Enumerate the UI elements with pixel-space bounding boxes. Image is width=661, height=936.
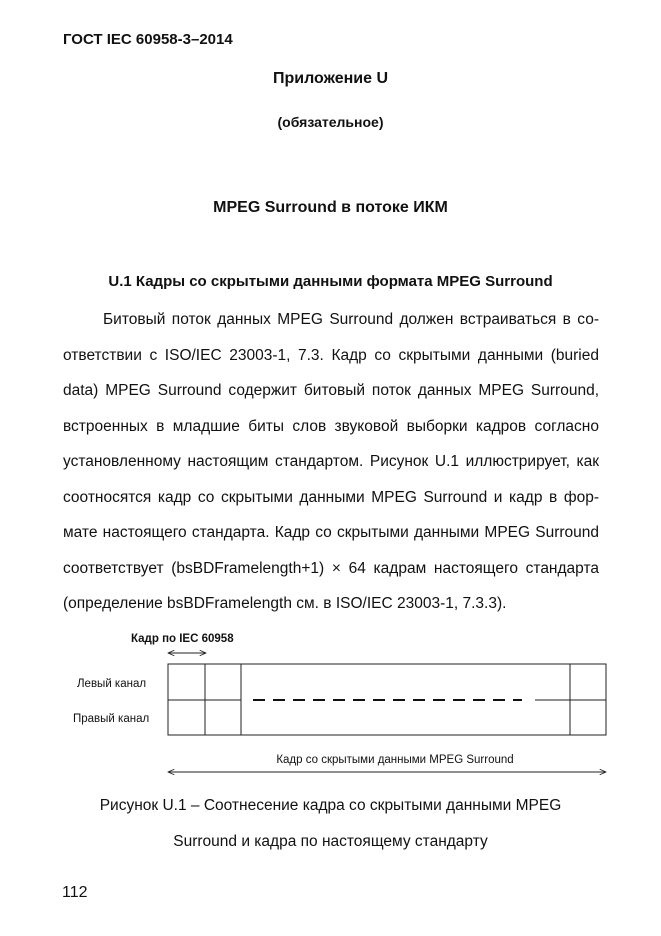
paragraph-line: мате настоящего стандарта. Кадр со скрытыми данными MPEG Surround: [63, 524, 599, 541]
buried-frame-label: Кадр со скрытыми данными MPEG Surround: [276, 754, 514, 766]
paragraph-line: data) MPEG Surround содержит битовый поток данных MPEG Surround,: [63, 382, 599, 399]
frame-diagram-svg: [0, 620, 661, 790]
frame-diagram: [0, 620, 661, 790]
left-channel-label: Левый канал: [77, 678, 147, 690]
right-channel-label: Правый канал: [73, 713, 150, 725]
section-heading: U.1 Кадры со скрытыми данными формата MPEG Surround: [108, 273, 553, 290]
appendix-title: Приложение U: [272, 70, 389, 87]
paragraph-line: соотносятся кадр со скрытыми данными MPEG Surround и кадр в фор-: [63, 488, 599, 506]
paragraph-line: установленному настоящим стандартом. Рисунок U.1 иллюстрирует, как: [63, 453, 599, 470]
figure-caption-line: Рисунок U.1 – Соотнесение кадра со скрытыми данными MPEG: [99, 797, 562, 814]
paragraph-line: Битовый поток данных MPEG Surround должен встраиваться в со-: [103, 311, 599, 328]
frame-label: Кадр по IEC 60958: [131, 633, 234, 645]
paragraph-line: соответствует (bsBDFramelength+1) × 64 кадрам настоящего стандарта: [63, 559, 599, 577]
standard-header: ГОСТ IEC 60958-3–2014: [63, 31, 233, 48]
document-title: MPEG Surround в потоке ИКМ: [213, 199, 448, 216]
figure-caption-line: Surround и кадра по настоящему стандарту: [173, 833, 488, 850]
paragraph-line: ответствии с ISO/IEC 23003-1, 7.3. Кадр со скрытыми данными (buried: [63, 346, 599, 364]
paragraph-line: встроенных в младшие биты слов звуковой выборки кадров согласно: [63, 417, 599, 435]
page-number: 112: [62, 884, 88, 901]
paragraph-line: (определение bsBDFramelength см. в ISO/IEC 23003-1, 7.3.3).: [63, 595, 507, 612]
body-paragraph: [63, 302, 599, 622]
appendix-status: (обязательное): [277, 114, 384, 130]
